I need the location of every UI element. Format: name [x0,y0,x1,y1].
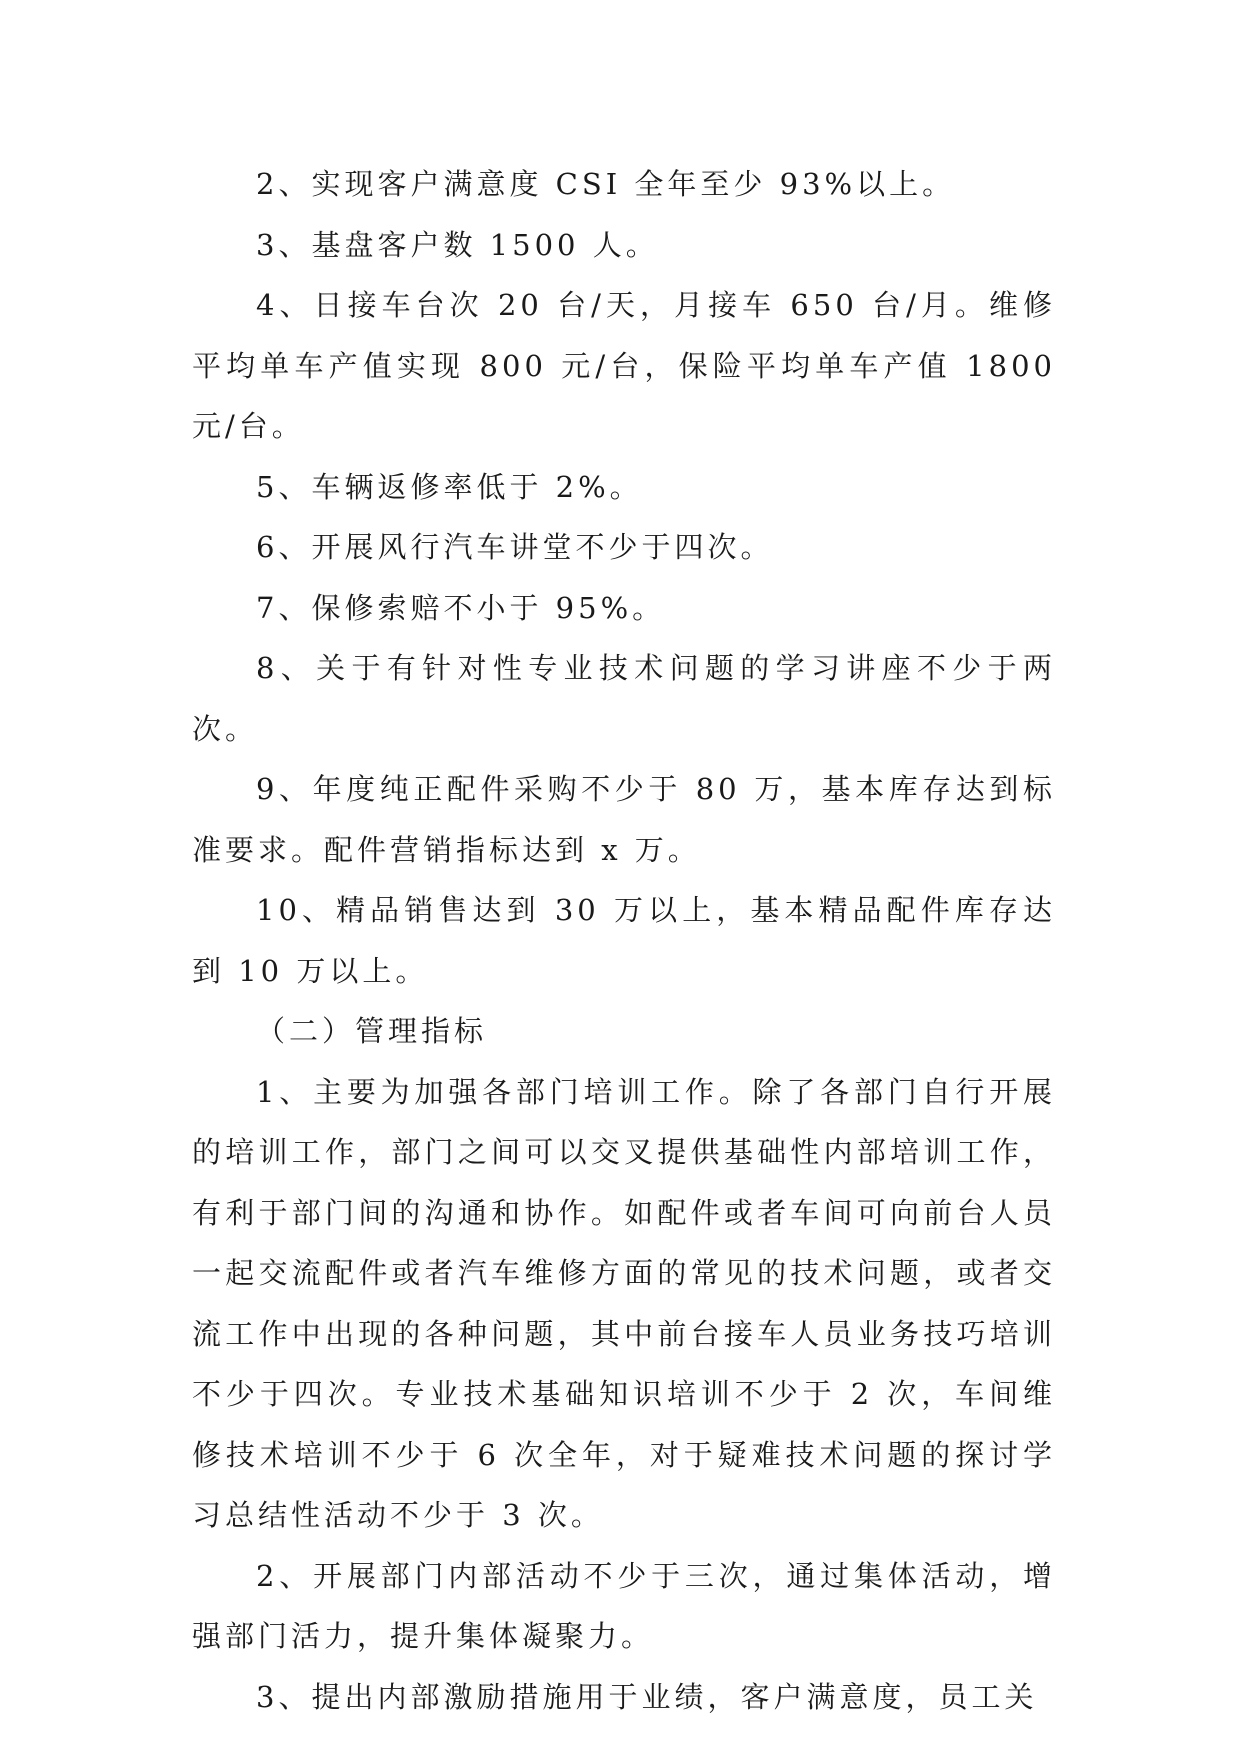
paragraph-goal-3: 3、基盘客户数 1500 人。 [256,227,659,262]
section-heading-management: （二）管理指标 [256,1014,488,1048]
paragraph-goal-2: 2、实现客户满意度 CSI 全年至少 93%以上。 [256,167,956,201]
paragraph-goal-7: 7、保修索赔不小于 95%。 [256,590,666,625]
paragraph-goal-5: 5、车辆返修率低于 2%。 [256,469,643,504]
paragraph-goal-9: 9、年度纯正配件采购不少于 80 万，基本库存达到标准要求。配件营销指标达到 x 万。 [192,772,1056,867]
document-body [192,154,1056,1727]
paragraph-management-1: 1、主要为加强各部门培训工作。除了各部门自行开展的培训工作，部门之间可以交叉提供基础性内部培训工作，有利于部门间的沟通和协作。如配件或者车间可向前台人员一起交流配件或者汽车维修方面的常见的技术问题，或者交流工作中出现的各种问题，其中前台接车人员业务技巧培训不少于四次。专业技术基础知识培训不少于 2 次，车间维修技术培训不少于 6 次全年，对于疑难技术问题的探讨学习总结性活动不少于 3 次。 [192,1074,1056,1532]
paragraph-goal-10: 10、精品销售达到 30 万以上，基本精品配件库存达到 10 万以上。 [192,893,1056,988]
paragraph-goal-4: 4、日接车台次 20 台/天，月接车 650 台/月。维修平均单车产值实现 800 元/台，保险平均单车产值 1800 元/台。 [192,288,1056,443]
paragraph-goal-6: 6、开展风行汽车讲堂不少于四次。 [256,530,774,564]
paragraph-management-3: 3、提出内部激励措施用于业绩，客户满意度，员工关 [256,1679,1038,1714]
paragraph-management-2: 2、开展部门内部活动不少于三次，通过集体活动，增强部门活力，提升集体凝聚力。 [192,1558,1056,1653]
paragraph-goal-8: 8、关于有针对性专业技术问题的学习讲座不少于两次。 [192,651,1056,746]
